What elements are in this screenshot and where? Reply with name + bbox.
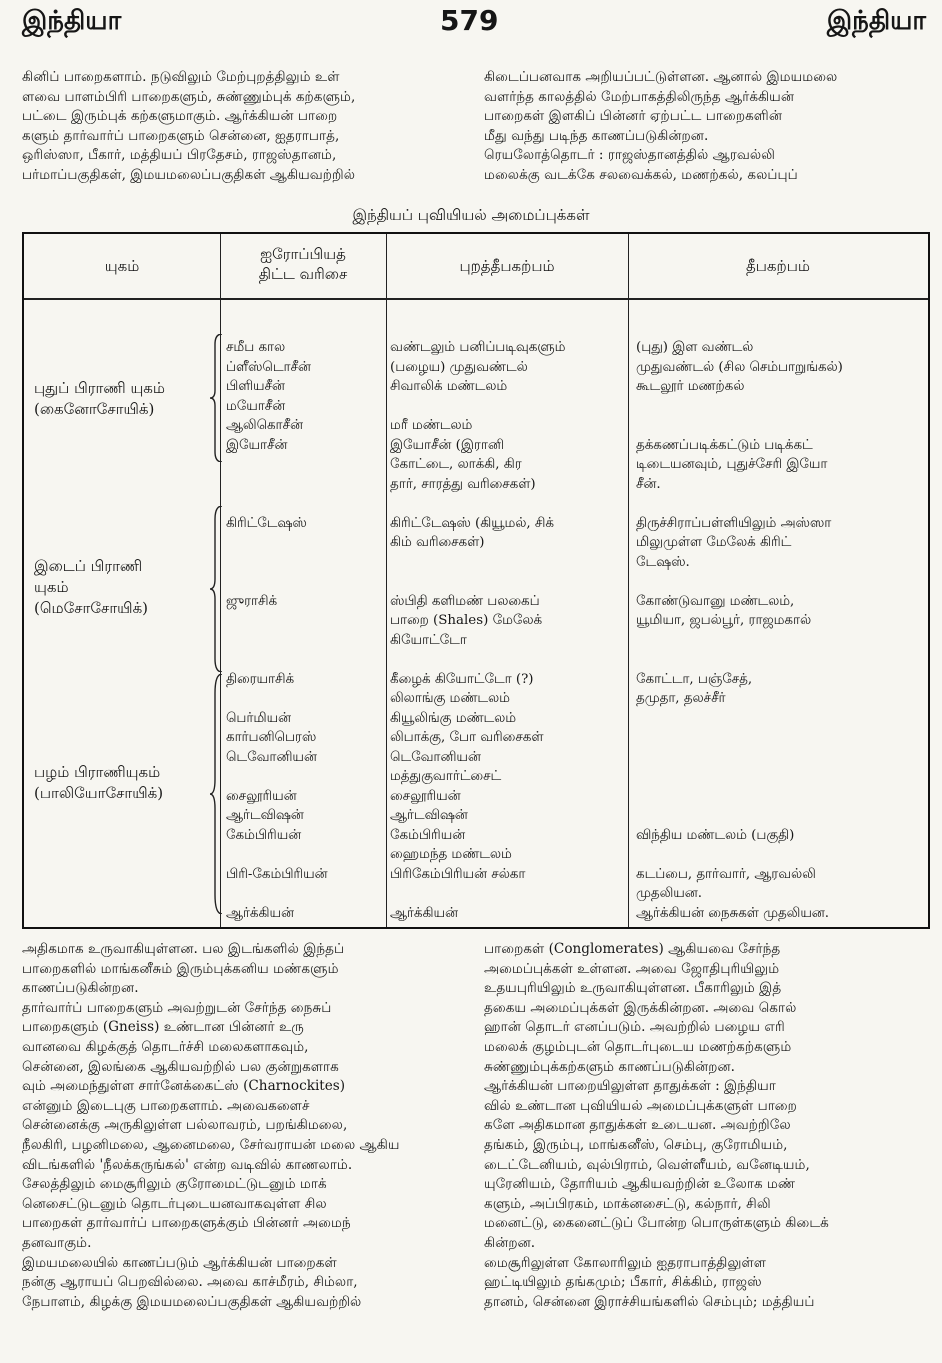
table-cell: கோட்டை, லாக்கி, கிர [390,457,522,472]
text-line: சென்னை, இலங்கை ஆகியவற்றில் பல குன்றுகளாக [22,1058,339,1075]
text-line: பாறைகள் இளகிப் பின்னர் ஏற்பட்ட பாறைகளின் [484,108,783,125]
table-cell: (பழைய) முதுவண்டல் [390,359,528,375]
table-cell: இயோசீன் (இரானி [390,437,504,453]
table-cell: சீன். [636,476,661,492]
table-cell: கியூலிங்கு மண்டலம் [390,710,517,726]
running-head-left: இந்தியா [22,6,122,36]
table-cell [390,494,628,514]
text-line: டைட்டேனியம், வுல்பிராம், வெள்ளீயம், வனேடியம், [484,1156,810,1173]
table-cell [636,845,928,865]
table-cell [636,631,928,651]
table-cell [226,845,386,865]
text-line: விடங்களில் 'நீலக்கருங்கல்' என்ற வடிவில் காணலாம். [22,1156,353,1173]
table-cell: கடப்பை, தார்வார், ஆரவல்லி [636,866,816,882]
text-line: தங்கம், இரும்பு, மாங்கனீஸ், செம்பு, குரோமியம், [484,1136,788,1153]
brace-cenozoic [210,334,224,462]
table-cell [226,455,386,475]
table-cell: கீழைக் கியோட்டோ (?) [390,671,534,687]
table-cell [390,553,628,573]
text-line: சுண்ணும்புக்கற்களும் காணப்படுகின்றன. [484,1058,735,1075]
table-cell: ஆர்க்கியன் நைசுகள் முதலியன. [636,905,830,921]
table-cell: தமுதா, தலச்சீர் [636,691,726,706]
table-cell: ஆர்க்கியன் [226,905,294,921]
table-cell: ஹைமந்த மண்டலம் [390,847,512,862]
text-line: கினிப் பாறைகளாம். நடுவிலும் மேற்புறத்திலும் உள் [22,69,340,85]
table-cell [636,650,928,670]
table-cell [390,884,628,904]
table-cell [226,533,386,553]
table-cell: கோண்டுவானு மண்டலம், [636,593,795,609]
text-line: களும் தார்வார்ப் பாறைகளும் சென்னை, ஐதராபாத், [22,127,340,144]
header-extra-peninsular: புறத்தீபகற்பம் [459,257,555,275]
column-divider [386,234,387,927]
bottom-left-column [22,940,472,1312]
table-cell: விந்திய மண்டலம் (பகுதி) [636,827,795,843]
table-cell: டேஷஸ். [636,554,690,570]
text-line: யுரேனியம், தோரியம் ஆகியவற்றின் உலோக மண் [484,1176,796,1193]
text-line: ஹான் தொடர் எனப்படும். அவற்றில் பழைய எரி [484,1019,785,1036]
table-cell [636,787,928,807]
text-line: மலைக்கு வடக்கே சலவைக்கல், மணற்கல், கலப்புப் [484,166,798,183]
header-peninsular: தீபகற்பம் [746,257,810,275]
table-cell [226,884,386,904]
table-cell [636,416,928,436]
table-cell: மயோசீன் [226,398,286,414]
text-line: இமயமலையில் காணப்படும் ஆர்க்கியன் பாறைகள் [22,1254,337,1271]
column-divider [628,234,629,927]
table-cell: திரையாசிக் [226,671,295,687]
top-left-column [22,68,470,186]
table-cell [390,650,628,670]
table-cell: பிளியசீன் [226,379,285,394]
table-cell: ஆலிகொசீன் [226,418,303,433]
table-cell: ஆர்டவிஷன் [226,808,304,823]
text-line: ளவை பாளம்பிரி பாறைகளும், சுண்ணும்புக் கற்களும், [22,88,356,105]
bottom-right-column [484,940,928,1312]
table-cell [226,494,386,514]
text-line: பர்மாப்பகுதிகள், இமயமலைப்பகுதிகள் ஆகியவற்றில் [22,166,356,183]
text-line: தார்வார்ப் பாறைகளும் அவற்றுடன் சேர்ந்த நைசுப் [22,999,332,1016]
table-cell: சமீப கால [226,340,286,355]
table-cell: கிம் வரிசைகள்) [390,535,485,550]
table-cell [226,611,386,631]
text-line: ஒரிஸ்ஸா, பீகார், மத்தியப் பிரதேசம், ராஜஸ்தானம், [22,147,337,164]
table-cell: திருச்சிராப்பள்ளியிலும் அஸ்ஸா [636,515,832,531]
table-cell: முதுவண்டல் (சில செம்பாறுங்கல்) [636,359,843,375]
table-cell: சிவாலிக் மண்டலம் [390,379,508,394]
text-line: ஆர்க்கியன் பாறையிலுள்ள தாதுக்கள் : இந்தியா [484,1078,776,1095]
table-cell [226,650,386,670]
peninsular-column [636,338,928,923]
text-line: உதயபுரியிலும் உருவாகியுள்ளன. பீகாரிலும் இத் [484,980,782,997]
table-cell: வண்டலும் பனிப்படிவுகளும் [390,340,566,355]
table-cell [226,689,386,709]
table-cell [390,572,628,592]
table-cell: ஸ்பிதி களிமண் பலகைப் [390,593,540,609]
table-cell [636,397,928,417]
table-cell [636,806,928,826]
text-line: மீது வந்து படிந்த காணப்படுகின்றன. [484,127,709,144]
text-line: அதிகமாக உருவாகியுள்ளன. பல இடங்களில் இந்தப் [22,941,345,957]
table-cell: ப்ளீஸ்டொசீன் [226,359,311,375]
european-sequence-column [226,338,386,923]
text-line: கிடைப்பனவாக அறியப்பட்டுள்ளன. ஆனால் இமயமலை [484,69,838,85]
text-line: மனைட்டு, கைனைட்டுப் போன்ற பொருள்களும் கிடைக் [484,1215,829,1232]
text-line: தானம், சென்னை இராச்சியங்களில் செம்பும்; மத்தியப் [484,1293,815,1310]
brace-palaeozoic [210,674,224,914]
table-cell: கேம்பிரியன் [390,827,466,843]
table-cell [226,553,386,573]
table-cell: கேம்பிரியன் [226,827,302,843]
table-cell: மிலுமுள்ள மேலேக் கிரிட் [636,535,792,550]
text-line: பாறைகளில் மாங்கனீசும் இரும்புக்கனிய மண்களும் [22,960,339,977]
table-cell: இயோசீன் [226,437,288,453]
table-cell: டிடையனவும், புதுச்சேரி இயோ [636,457,828,472]
text-line: நீலகிரி, பழனிமலை, ஆனைமலை, சேர்வராயன் மலை ஆகிய [22,1136,400,1153]
table-cell: (புது) இள வண்டல் [636,340,754,355]
table-cell [226,767,386,787]
running-head-right: இந்தியா [826,6,926,36]
table-cell [636,709,928,729]
text-line: நன்கு ஆராயப் பெறவில்லை. அவை காச்மீரம், சிம்லா, [22,1274,358,1291]
table-cell [226,631,386,651]
table-cell [636,728,928,748]
text-line: னெசைட்டுடனும் தொடர்புடையனவாகவுள்ள சில [22,1195,327,1212]
text-line: பாறைகள் தார்வார்ப் பாறைகளுக்கும் பின்னர் அமைந் [22,1215,351,1232]
table-cell [390,397,628,417]
table-cell: சைலூரியன் [390,788,461,804]
era-mesozoic: இடைப் பிராணி யுகம் (மெசோசோயிக்) [34,557,149,617]
table-cell: தக்கணப்படிக்கட்டும் படிக்கட் [636,437,813,453]
text-line: ரெயலோத்தொடர் : ராஜஸ்தானத்தில் ஆரவல்லி [484,147,775,164]
text-line: வில் உண்டான புவியியல் அமைப்புக்களுள் பாறை [484,1097,797,1114]
text-line: மைசூரிலுள்ள கோலாரிலும் ஐதராபாத்திலுள்ள [484,1254,766,1271]
page-header [0,0,942,50]
table-cell [636,572,928,592]
table-cell: கிரிட்டேஷஸ் (கியூமல், சிக் [390,515,554,531]
table-cell: லிபாக்கு, போ வரிசைகள் [390,730,544,745]
top-right-column [484,68,928,186]
header-era: யுகம் [104,257,140,275]
table-cell: பிரிகேம்பிரியன் சல்கா [390,866,526,882]
text-line: சென்னைக்கு அருகிலுள்ள பல்லாவரம், பறங்கிமலை, [22,1117,348,1134]
table-cell [226,572,386,592]
table-cell: கோட்டா, பஞ்சேத், [636,671,753,687]
era-palaeozoic: பழம் பிராணியுகம் (பாலியோசோயிக்) [34,763,164,802]
era-cenozoic: புதுப் பிராணி யுகம் (கைனோசோயிக்) [34,379,165,418]
text-line: தனவாகும். [22,1234,92,1251]
table-cell: பெர்மியன் [226,710,292,726]
extra-peninsular-column [390,338,628,923]
text-line: களே அதிகமான தாதுக்கள் உடையன. அவற்றிலே [484,1117,791,1134]
table-cell: யூமியா, ஜபல்பூர், ராஜமகால் [636,613,812,628]
text-line: சேலத்திலும் மைசூரிலும் குரோமைட்டுடனும் மாக் [22,1176,327,1193]
text-line: நேபாளம், கிழக்கு இமயமலைப்பகுதிகள் ஆகியவற்றில் [22,1293,362,1310]
table-cell: ஆர்டவிஷன் [390,808,468,823]
table-cell: கூடலூர் மணற்கல் [636,379,745,394]
table-cell [226,475,386,495]
text-line: வானவை கிழக்குத் தொடர்ச்சி மலைகளாகவும், [22,1038,309,1055]
table-title: இந்தியப் புவியியல் அமைப்புக்கள் [352,206,590,224]
header-european-sequence: ஐரோப்பியத் திட்ட வரிசை [258,245,348,283]
text-line: வளர்ந்த காலத்தில் மேற்பாகத்திலிருந்த ஆர்க்கியன் [484,88,795,105]
text-line: மலைக் குழம்புடன் தொடர்புடைய மணற்கற்களும் [484,1038,792,1055]
text-line: அமைப்புக்கள் உள்ளன. அவை ஜோதிபுரியிலும் [484,960,780,977]
table-cell [636,494,928,514]
table-cell: தார், சாரத்து வரிசைகள்) [390,476,536,492]
text-line: பட்டை இரும்புக் கற்களுமாகும். ஆர்க்கியன் பாறை [22,108,338,125]
table-cell: கார்பனிபெரஸ் [226,730,317,745]
table-cell: ஆர்க்கியன் [390,905,458,921]
text-line: ஹட்டியிலும் தங்கமும்; பீகார், சிக்கிம், ராஜஸ் [484,1274,762,1291]
geology-table [22,232,930,929]
table-cell: கிரிட்டேஷஸ் [226,515,307,531]
table-cell: பாறை (Shales) மேலேக் [390,613,543,628]
table-cell [636,767,928,787]
table-cell: கியோட்டோ [390,632,467,648]
text-line: காணப்படுகின்றன. [22,980,139,997]
table-cell: முதலியன. [636,886,702,901]
table-cell: மத்துகுவார்ட்சைட் [390,769,502,784]
table-cell: மரீ மண்டலம் [390,418,473,433]
text-line: வும் அமைந்துள்ள சார்னேக்கைட்ஸ் (Charnockites) [22,1078,346,1095]
header-rule [24,298,928,300]
text-line: பாறைகளும் (Gneiss) உண்டான பின்னர் உரு [22,1019,304,1036]
table-cell: ஜுராசிக் [226,593,278,609]
text-line: தகைய அமைப்புக்கள் இருக்கின்றன. அவை கொல் [484,999,797,1016]
table-cell: சைலூரியன் [226,788,297,804]
table-cell: லிலாங்கு மண்டலம் [390,691,510,706]
table-cell: டெவோனியன் [390,749,481,765]
text-line: கின்றன. [484,1234,536,1251]
table-cell [636,748,928,768]
table-cell: பிரி-கேம்பிரியன் [226,866,328,882]
text-line: என்னும் இடைபுகு பாறைகளாம். அவைகளைச் [22,1097,310,1114]
brace-mesozoic [210,506,224,672]
page-number: 579 [440,4,499,37]
text-line: பாறைகள் (Conglomerates) ஆகியவை சேர்ந்த [484,941,781,957]
text-line: களும், அப்பிரகம், மாக்னசைட்டு, கல்நார், சிலி [484,1195,771,1212]
table-cell: டெவோனியன் [226,749,317,765]
